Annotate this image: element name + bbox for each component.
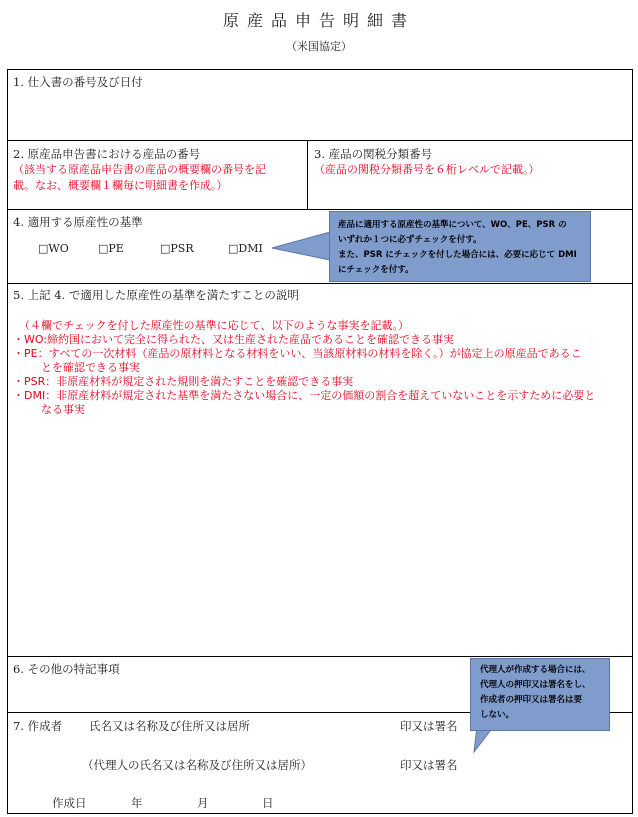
- criteria-callout-pointer: [272, 232, 330, 260]
- agent-callout: 代理人が作成する場合には、 代理人の押印又は署名をし、 作成者の押印又は署名は要 しない。: [470, 658, 610, 731]
- agent-seal-label: 印又は署名: [400, 758, 458, 772]
- section-7-label: 7. 作成者: [13, 719, 63, 733]
- date-label: 作成日: [52, 796, 87, 810]
- date-month: 月: [197, 796, 209, 810]
- section-3-note: （産品の関税分類番号を６桁レベルで記載。）: [314, 163, 540, 176]
- section-4-label: 4. 適用する原産性の基準: [13, 215, 143, 229]
- seal-label: 印又は署名: [400, 719, 458, 733]
- date-year: 年: [131, 796, 143, 810]
- checkbox-pe[interactable]: □PE: [98, 242, 124, 255]
- section-2-note: （該当する原産品申告書の産品の概要欄の番号を記 載。なお、概要欄１欄毎に明細書を作成。）: [13, 163, 266, 192]
- section-5-explanation: （４欄でチェックを付した原産性の基準に応じて、以下のような事実を記載。） ・WO:締約国において完全に得られた、又は生産された産品であることを確認できる事実 ・PE：すべての一次材料（産品の原材料となる材料をいい、当該原材料の材料を除く。）が協定上の原産品であるこ とを確認できる事実 ・PSR：非原産材料が規定された規則を満たすことを確認できる事実 ・DMI：非原産材料が規定された基準を満たさない場合に、一定の価額の割合を超えていないことを示すために必要と なる事実: [13, 319, 596, 416]
- criteria-callout: 産品に適用する原産性の基準について、WO、PE、PSR の いずれか１つに必ずチェックを付す。 また、PSR にチェックを付した場合には、必要に応じて DMI にチェックを付す。: [329, 211, 591, 282]
- section-6-label: 6. その他の特記事項: [13, 662, 120, 676]
- section-1-label: 1. 仕入書の番号及び日付: [13, 75, 143, 89]
- page-title: 原産品申告明細書: [222, 11, 415, 30]
- section-5-label: 5. 上記 4. で適用した原産性の基準を満たすことの説明: [13, 288, 299, 302]
- checkbox-wo[interactable]: □WO: [38, 242, 69, 255]
- section-2-label: 2. 原産品申告書における産品の番号: [13, 147, 201, 161]
- section-3-label: 3. 産品の関税分類番号: [314, 147, 433, 161]
- page-subtitle: （米国協定）: [286, 40, 352, 53]
- checkbox-psr[interactable]: □PSR: [160, 242, 194, 255]
- creator-name-label: 氏名又は名称及び住所又は居所: [89, 719, 250, 733]
- agent-name-label: （代理人の氏名又は名称及び住所又は居所）: [82, 758, 312, 772]
- date-day: 日: [262, 796, 274, 810]
- checkbox-dmi[interactable]: □DMI: [228, 242, 263, 255]
